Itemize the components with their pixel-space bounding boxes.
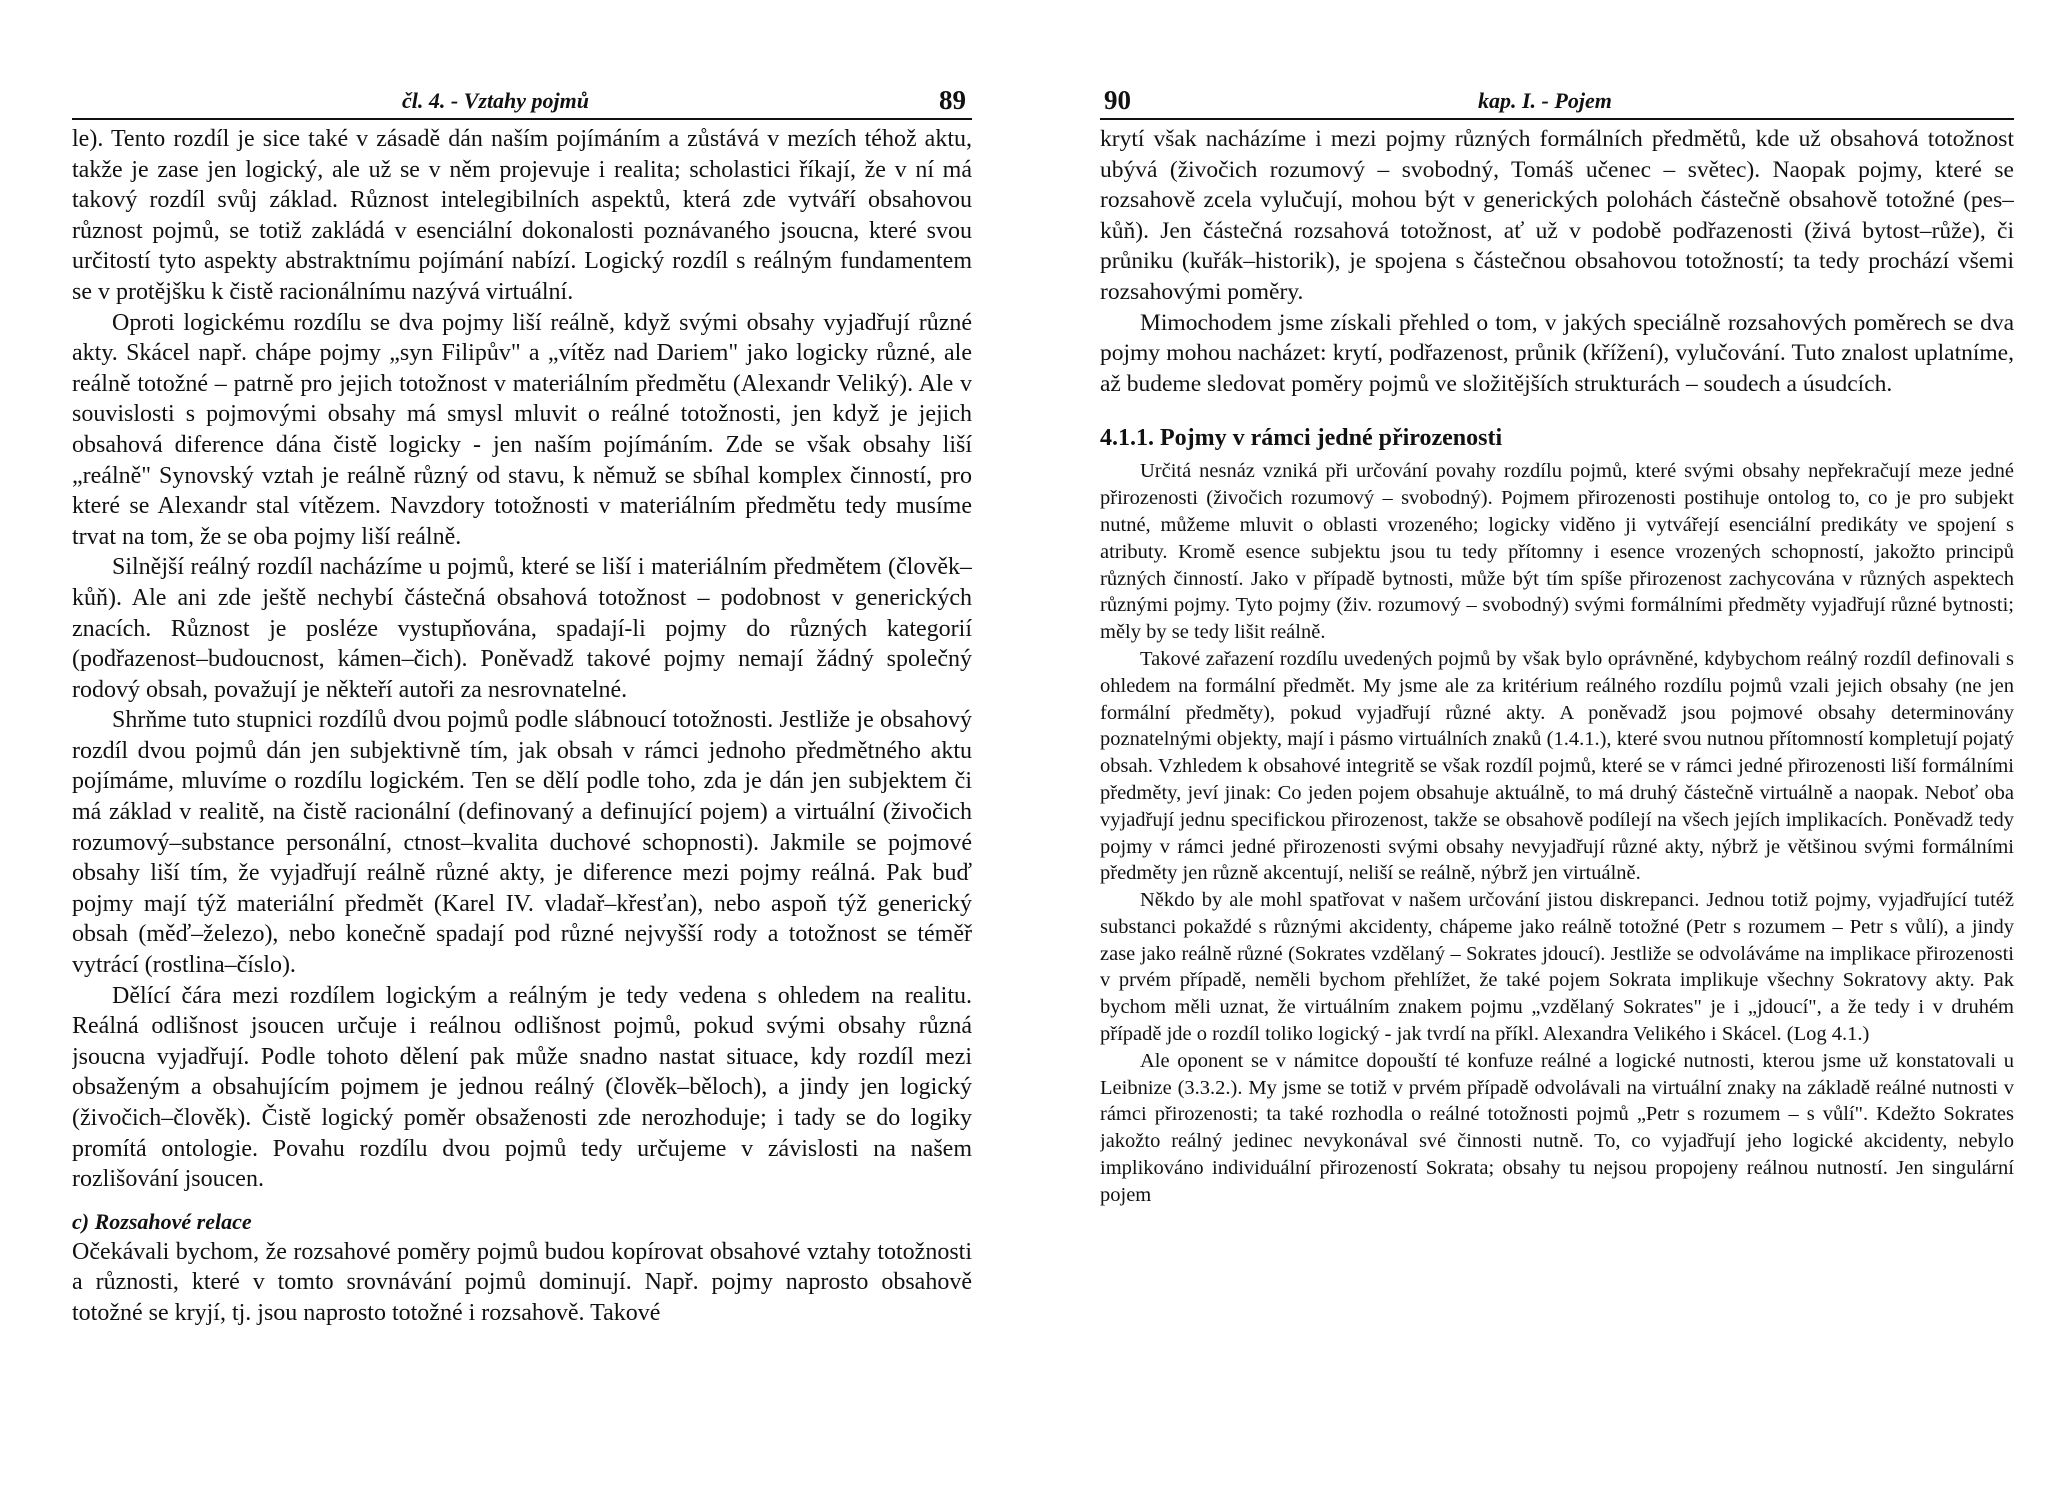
right-header-title: kap. I. - Pojem	[1478, 88, 1612, 113]
main-text-block	[1100, 124, 2014, 399]
right-body-text	[1100, 124, 2014, 1209]
small-paragraph: Někdo by ale mohl spatřovat v našem určování jistou diskrepanci. Jednou totiž pojmy, vyjadřující tutéž substanci pokaždé s různými akcidenty, chápeme jako reálně totožné (Petr s rozumem – Petr s vůlí), a jindy zase jako reálně různé (Sokrates vzdělaný – Sokrates jdoucí). Jestliže se odvoláváme na implikace přirozenosti v prvém případě, neměli bychom přehlížet, že také pojem Sokrata implikuje všechny Sokratovy akty. Pak bychom měli uznat, že virtuálním znakem pojmu „vzdělaný Sokrates" je i „jdoucí", a že tedy i v druhém případě jde o rozdíl toliko logický - jak tvrdí na příkl. Alexandra Velikého i Skácel. (Log 4.1.)	[1100, 889, 2014, 1046]
left-running-header	[72, 78, 972, 120]
paragraph: Silnější reálný rozdíl nacházíme u pojmů, které se liší i materiálním předmětem (člověk–kůň). Ale ani zde ještě nechybí částečná obsahová totožnost – podobnost v generických znacích. Různost je posléze vystupňována, spadají-li pojmy do různých kategorií (podřazenost–budoucnost, kámen–čich). Poněvadž takové pojmy nemají žádný společný rodový obsah, považují je někteří autoři za nesrovnatelné.	[72, 554, 972, 703]
subsection-heading: c) Rozsahové relace	[72, 1208, 252, 1234]
section-heading: 4.1.1. Pojmy v rámci jedné přirozenosti	[1100, 425, 1503, 452]
small-paragraph: Ale oponent se v námitce dopouští té konfuze reálné a logické nutnosti, kterou jsme už konstatovali u Leibnize (3.3.2.). My jsme se totiž v prvém případě odvolávali na virtuální znaky na základě reálné nutnosti v rámci přirozenosti; ta také rozhodla o reálné totožnosti pojmů „Petr s rozumem – s vůlí". Kdežto Sokrates jakožto reálný jedinec nevykonával své činnosti nutně. To, co vyjadřují jeho logické akcidenty, nebylo implikováno individuální přirozeností Sokrata; obsahy tu nejsou propojeny reálnou nutností. Jen singulární pojem	[1100, 1049, 2014, 1206]
left-page-number: 89	[939, 85, 966, 115]
small-print-block	[1100, 458, 2014, 1208]
left-page	[72, 0, 972, 1500]
right-running-header	[1100, 78, 2014, 120]
right-page	[1100, 0, 2014, 1500]
paragraph: Oproti logickému rozdílu se dva pojmy liší reálně, když svými obsahy vyjadřují různé akty. Skácel např. chápe pojmy „syn Filipův" a „vítěz nad Dariem" jako logicky různé, ale reálně totožné – patrně pro jejich totožnost v materiálním předmětu (Alexandr Veliký). Ale v souvislosti s pojmovými obsahy má smysl mluvit o reálné totožnosti, jen když je jejich obsahová diference dána čistě logicky - jen naším pojímáním. Zde se však obsahy liší „reálně" Synovský vztah je reálně různý od stavu, k němuž se sbíhal komplex činností, pro které se Alexandr stal vítězem. Navzdory totožnosti v materiálním předmětu tedy musíme trvat na tom, že se oba pojmy liší reálně.	[72, 309, 972, 550]
left-body-text	[72, 124, 972, 1329]
small-paragraph: Určitá nesnáz vzniká při určování povahy rozdílu pojmů, které svými obsahy nepřekračují meze jedné přirozenosti (živočich rozumový – svobodný). Pojmem přirozenosti postihuje ontolog to, co je pro subjekt nutné, můžeme mluvit o oblasti vrozeného; logicky viděno ji vytvářejí esenciální predikáty ve spojení s atributy. Kromě esence subjektu jsou tu tedy přítomny i esence vrozených schopností, jakožto principů různých činností. Jako v případě bytnosti, může být tím spíše přirozenost zachycována v různých aspektech různými pojmy. Tyto pojmy (živ. rozumový – svobodný) svými formálními předměty vyjadřují různé bytnosti; měly by se tedy lišit reálně.	[1100, 460, 2014, 644]
left-header-title: čl. 4. - Vztahy pojmů	[402, 88, 590, 113]
paragraph: le). Tento rozdíl je sice také v zásadě dán naším pojímáním a zůstává v mezích téhož aktu, takže je zase jen logický, ale už se v něm projevuje i realita; scholastici říkají, že v ní má takový rozdíl svůj základ. Různost intelegibilních aspektů, která zde vytváří obsahovou různost pojmů, se totiž zakládá v esenciální dokonalosti poznávaného jsoucna, které svou určitostí tyto aspekty abstraktnímu pojímání nabízí. Logický rozdíl s reálným fundamentem se v protějšku k čistě racionálnímu nazývá virtuální.	[72, 126, 972, 305]
paragraph: Dělící čára mezi rozdílem logickým a reálným je tedy vedena s ohledem na realitu. Reálná odlišnost jsoucen určuje i reálnou odlišnost pojmů, pokud svými obsahy různá jsoucna vyjadřují. Podle tohoto dělení pak může snadno nastat situace, kdy rozdíl mezi obsaženým a obsahujícím pojmem je jednou reálný (člověk–běloch), a jindy jen logický (živočich–člověk). Čistě logický poměr obsaženosti zde nerozhoduje; i tady se do logiky promítá ontologie. Povahu rozdílu dvou pojmů tedy určujeme v závislosti na našem rozlišování jsoucen.	[72, 982, 972, 1193]
right-page-number: 90	[1104, 85, 1131, 115]
paragraph: Shrňme tuto stupnici rozdílů dvou pojmů podle slábnoucí totožnosti. Jestliže je obsahový rozdíl dvou pojmů dán jen subjektivně tím, jak obsah v rámci jednoho předmětného aktu pojímáme, mluvíme o rozdílu logickém. Ten se dělí podle toho, zda je dán jen subjektem či má základ v realitě, na čistě racionální (definovaný a definující pojem) a virtuální (živočich rozumový–substance personální, ctnost–kvalita duchové schopnosti). Jakmile se pojmové obsahy liší tím, že vyjadřují reálně různé akty, je diference mezi pojmy reálná. Pak buď pojmy mají týž materiální předmět (Karel IV. vladař–křesťan), nebo aspoň týž generický obsah (měď–železo), nebo konečně spadají pod různé nejvyšší rody a totožnost se téměř vytrácí (rostlina–číslo).	[72, 707, 972, 979]
paragraph: Očekávali bychom, že rozsahové poměry pojmů budou kopírovat obsahové vztahy totožnosti a různosti, které v tomto srovnávání pojmů dominují. Např. pojmy naprosto obsahově totožné se kryjí, tj. jsou naprosto totožné i rozsahově. Takové	[72, 1238, 972, 1326]
small-paragraph: Takové zařazení rozdílu uvedených pojmů by však bylo oprávněné, kdybychom reálný rozdíl definovali s ohledem na formální předmět. My jsme ale za kritérium reálného rozdílu pojmů vzali jejich obsahy (ne jen formální předměty), pokud vyjadřují různé akty. A poněvadž jsou pojmové obsahy determinovány poznatelnými objekty, mají i pásmo virtuálních znaků (1.4.1.), které svou nutnou přítomností kompletují pojatý obsah. Vzhledem k obsahové integritě se však rozdíl pojmů, které se v rámci jedné přirozenosti liší formálními předměty, jeví jinak: Co jeden pojem obsahuje aktuálně, to má druhý částečně virtuálně a naopak. Neboť oba vyjadřují jednu specifickou přirozenost, takže se obsahově podílejí na všech jejích implikacích. Poněvadž tedy pojmy v rámci jedné přirozenosti svými obsahy nevyjadřují různé akty, nýbrž je většinou svými formálními předměty jen různě akcentují, neliší se reálně, nýbrž jen virtuálně.	[1100, 647, 2014, 885]
paragraph: Mimochodem jsme získali přehled o tom, v jakých speciálně rozsahových poměrech se dva pojmy mohou nacházet: krytí, podřazenost, průnik (křížení), vylučování. Tuto znalost uplatníme, až budeme sledovat poměry pojmů ve složitějších strukturách – soudech a úsudcích.	[1100, 309, 2014, 397]
paragraph: krytí však nacházíme i mezi pojmy různých formálních předmětů, kde už obsahová totožnost ubývá (živočich rozumový – svobodný, Tomáš učenec – světec). Naopak pojmy, které se rozsahově zcela vylučují, mohou být v generických polohách částečně obsahově totožné (pes–kůň). Jen částečná rozsahová totožnost, ať už v podobě podřazenosti (živá bytost–růže), či průniku (kuřák–historik), je spojena s částečnou obsahovou totožností; ta tedy prochází všemi rozsahovými poměry.	[1100, 126, 2014, 305]
